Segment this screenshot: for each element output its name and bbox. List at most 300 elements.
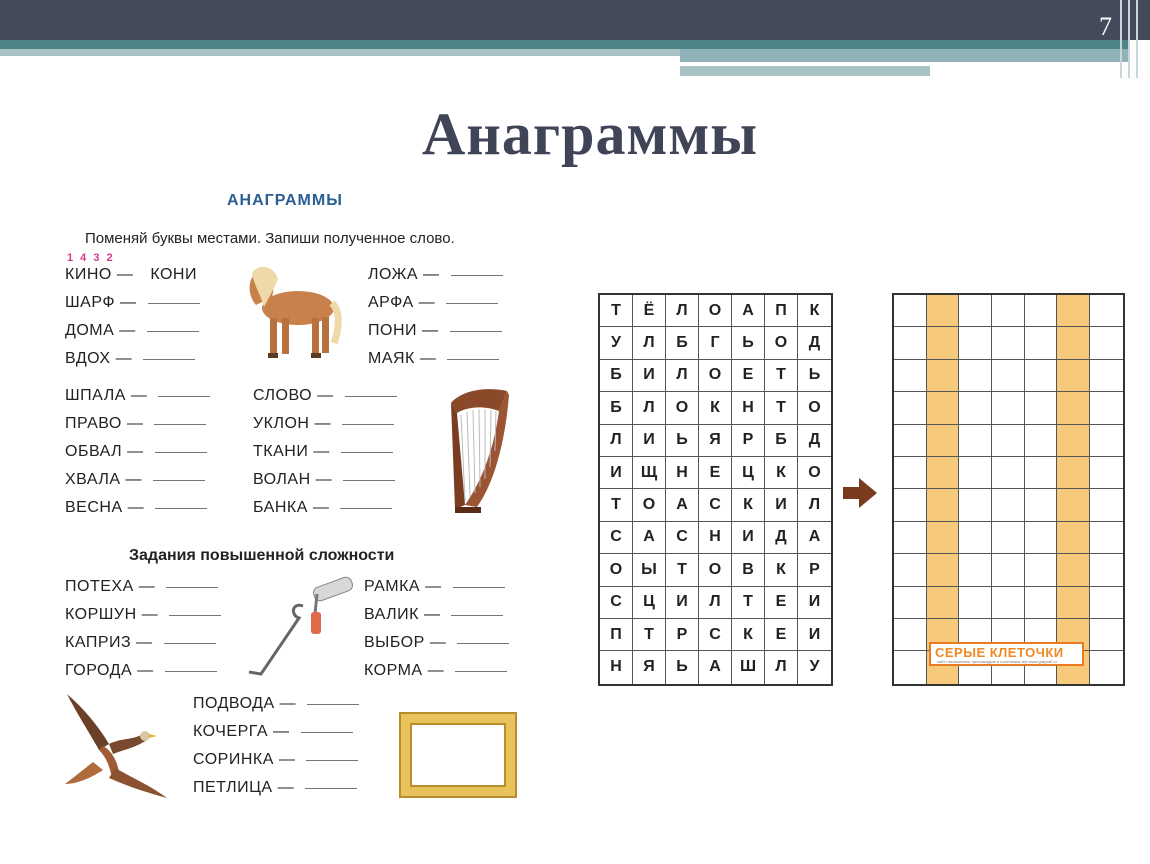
letter-cell[interactable]: К: [732, 489, 765, 521]
letter-cell[interactable]: Т: [600, 489, 633, 521]
answer-cell[interactable]: [992, 295, 1025, 327]
answer-cell-highlighted[interactable]: [927, 360, 960, 392]
anagram-item: [368, 266, 503, 284]
anagram-word: РАМКА: [364, 578, 421, 595]
answer-cell[interactable]: [959, 295, 992, 327]
letter-cell[interactable]: А: [633, 522, 666, 554]
answer-cell[interactable]: [992, 554, 1025, 586]
slide-header-stripe-right-lower: [680, 66, 930, 76]
answer-blank[interactable]: [148, 302, 200, 304]
letter-cell[interactable]: Н: [732, 392, 765, 424]
letter-cell[interactable]: С: [666, 522, 699, 554]
answer-cell[interactable]: [959, 327, 992, 359]
answer-cell[interactable]: [1090, 425, 1123, 457]
answer-cell[interactable]: [1090, 554, 1123, 586]
letter-cell[interactable]: Щ: [633, 457, 666, 489]
dash: —: [313, 443, 330, 460]
answer-cell-highlighted[interactable]: [927, 554, 960, 586]
anagram-item: [253, 443, 393, 461]
picture-frame-illustration: [397, 710, 519, 800]
letter-cell[interactable]: Е: [699, 457, 732, 489]
letter-cell[interactable]: Е: [732, 360, 765, 392]
letter-cell[interactable]: Т: [600, 295, 633, 327]
slide-header-gap: [930, 62, 1130, 66]
answer-cell[interactable]: [894, 554, 927, 586]
letter-cell[interactable]: Т: [765, 360, 798, 392]
answer-cell[interactable]: [959, 360, 992, 392]
answer-blank[interactable]: [451, 614, 503, 616]
letter-cell[interactable]: Ш: [732, 651, 765, 683]
letter-cell[interactable]: Н: [699, 522, 732, 554]
answer-blank[interactable]: [158, 395, 210, 397]
letter-cell[interactable]: Л: [633, 327, 666, 359]
letter-cell[interactable]: С: [699, 619, 732, 651]
anagram-word: ПЕТЛИЦА: [193, 779, 273, 796]
answer-cell[interactable]: [992, 587, 1025, 619]
answer-cell-highlighted[interactable]: [927, 327, 960, 359]
letter-cell[interactable]: У: [809, 658, 820, 676]
answer-blank[interactable]: [165, 670, 217, 672]
answer-cell[interactable]: [959, 457, 992, 489]
letter-cell[interactable]: Л: [666, 360, 699, 392]
anagram-item: [65, 266, 197, 284]
letter-cell[interactable]: Л: [798, 489, 831, 521]
anagram-item: [65, 294, 200, 312]
dash: —: [273, 723, 290, 740]
letter-cell[interactable]: О: [699, 554, 732, 586]
dash: —: [279, 695, 297, 712]
answer-blank[interactable]: [301, 731, 353, 733]
anagram-word: ВЕСНА: [65, 499, 123, 516]
answer-cell-highlighted[interactable]: [1057, 522, 1090, 554]
answer-cell-highlighted[interactable]: [927, 457, 960, 489]
dash: —: [315, 471, 333, 488]
letter-cell[interactable]: Ь: [732, 327, 765, 359]
letter-cell[interactable]: Р: [666, 619, 699, 651]
dash: —: [425, 578, 442, 595]
anagram-word: БАНКА: [253, 499, 308, 516]
answer-blank[interactable]: [457, 642, 509, 644]
letter-cell[interactable]: Ь: [666, 651, 699, 683]
letter-cell[interactable]: Л: [765, 651, 798, 683]
answer-cell[interactable]: [1090, 457, 1123, 489]
anagram-item: [253, 415, 394, 433]
answer-blank[interactable]: [306, 759, 358, 761]
anagram-item: [364, 606, 503, 624]
answer-blank[interactable]: [447, 358, 499, 360]
anagram-word: ОБВАЛ: [65, 443, 123, 460]
dash: —: [317, 387, 334, 404]
worksheet-instruction: Поменяй буквы местами. Запиши полученное слово.: [85, 230, 455, 247]
anagram-item: [65, 499, 207, 517]
answer-cell[interactable]: [992, 489, 1025, 521]
dash: —: [130, 387, 148, 404]
answer-cell-highlighted[interactable]: [1057, 327, 1090, 359]
answer-cell-highlighted[interactable]: [927, 425, 960, 457]
dash: —: [423, 606, 441, 623]
answer-cell[interactable]: [894, 489, 927, 521]
answer-cell[interactable]: [992, 522, 1025, 554]
answer-cell[interactable]: [894, 457, 927, 489]
answer-cell[interactable]: [959, 489, 992, 521]
letter-cell[interactable]: А: [732, 295, 765, 327]
answer-cell-highlighted[interactable]: [927, 522, 960, 554]
letter-cell[interactable]: А: [798, 522, 831, 554]
anagram-item: [193, 723, 353, 741]
anagram-item: [65, 322, 199, 340]
answer-cell[interactable]: [1025, 360, 1058, 392]
anagram-answer: КОНИ: [150, 266, 197, 283]
answer-cell[interactable]: [1025, 327, 1058, 359]
kite-bird-illustration: [63, 688, 169, 800]
letter-cell[interactable]: Е: [765, 587, 798, 619]
dash: —: [141, 606, 159, 623]
letter-cell[interactable]: И: [798, 587, 831, 619]
dash: —: [137, 662, 154, 679]
slide-header-vline: [1128, 0, 1130, 78]
letter-cell[interactable]: Б: [600, 392, 633, 424]
letter-cell[interactable]: С: [600, 587, 633, 619]
anagram-item: [364, 634, 509, 652]
dash: —: [419, 350, 437, 367]
anagram-word: ВДОХ: [65, 350, 111, 367]
anagram-word: ПОДВОДА: [193, 695, 275, 712]
dash: —: [127, 499, 145, 516]
letter-cell[interactable]: И: [633, 425, 666, 457]
answer-cell[interactable]: [1025, 392, 1058, 424]
answer-blank[interactable]: [305, 787, 357, 789]
letter-cell[interactable]: Д: [798, 425, 831, 457]
anagram-item: [65, 662, 217, 680]
answer-cell[interactable]: [1090, 651, 1123, 683]
paint-roller-illustration: [241, 576, 359, 680]
letter-cell[interactable]: О: [798, 392, 831, 424]
dash: —: [277, 779, 295, 796]
answer-cell[interactable]: [992, 425, 1025, 457]
answer-blank[interactable]: [341, 451, 393, 453]
anagram-word: КАПРИЗ: [65, 634, 132, 651]
letter-cell[interactable]: Л: [699, 587, 732, 619]
anagram-item: [368, 350, 499, 368]
letter-cell[interactable]: О: [633, 489, 666, 521]
dash: —: [127, 443, 144, 460]
dash: —: [423, 266, 440, 283]
dash: —: [422, 322, 439, 339]
dash: —: [278, 751, 296, 768]
answer-blank[interactable]: [164, 642, 216, 644]
answer-blank[interactable]: [453, 586, 505, 588]
letter-cell[interactable]: Р: [798, 554, 831, 586]
answer-blank[interactable]: [307, 703, 359, 705]
anagram-item: [193, 779, 357, 797]
letter-cell[interactable]: Р: [732, 425, 765, 457]
letter-cell[interactable]: Т: [732, 587, 765, 619]
letter-cell[interactable]: Л: [633, 392, 666, 424]
answer-cell[interactable]: [959, 392, 992, 424]
anagram-item: [193, 751, 358, 769]
answer-cell[interactable]: [1090, 392, 1123, 424]
dash: —: [314, 415, 331, 432]
dash: —: [312, 499, 330, 516]
answer-cell[interactable]: [894, 651, 927, 683]
anagram-worksheet: [55, 180, 545, 820]
anagram-item: [364, 662, 507, 680]
answer-cell[interactable]: [894, 522, 927, 554]
answer-blank[interactable]: [343, 479, 395, 481]
anagram-word: КОРМА: [364, 662, 423, 679]
answer-blank[interactable]: [451, 274, 503, 276]
letter-cell[interactable]: О: [798, 457, 831, 489]
slide-number: 7: [1099, 12, 1112, 41]
anagram-item: [368, 322, 502, 340]
answer-blank[interactable]: [340, 507, 392, 509]
answer-cell[interactable]: [959, 554, 992, 586]
letter-cell[interactable]: Ы: [633, 554, 666, 586]
anagram-word: УКЛОН: [253, 415, 310, 432]
anagram-word: ШПАЛА: [65, 387, 126, 404]
harp-illustration: [443, 385, 515, 517]
letter-cell[interactable]: О: [600, 554, 633, 586]
answer-cell[interactable]: [992, 327, 1025, 359]
slide-header-vline: [1136, 0, 1138, 78]
letter-cell[interactable]: К: [765, 457, 798, 489]
anagram-item: [65, 415, 206, 433]
anagram-item: [65, 634, 216, 652]
letter-cell[interactable]: И: [732, 522, 765, 554]
answer-cell[interactable]: [1090, 489, 1123, 521]
anagram-item: [65, 350, 195, 368]
answer-cell[interactable]: [992, 360, 1025, 392]
answer-cell-highlighted[interactable]: [927, 392, 960, 424]
letter-cell[interactable]: К: [765, 554, 798, 586]
answer-blank[interactable]: [169, 614, 221, 616]
letter-cell[interactable]: Ь: [666, 425, 699, 457]
slide-header-stripe: [0, 40, 1130, 49]
letter-cell[interactable]: П: [765, 295, 798, 327]
answer-blank[interactable]: [155, 451, 207, 453]
letter-cell[interactable]: Г: [699, 327, 732, 359]
answer-cell[interactable]: [894, 295, 927, 327]
answer-cell[interactable]: [1025, 554, 1058, 586]
answer-grid: [892, 293, 1125, 686]
slide-header-vline: [1120, 0, 1122, 78]
answer-cell[interactable]: [1090, 619, 1123, 651]
answer-cell[interactable]: [894, 327, 927, 359]
anagram-word: ЛОЖА: [368, 266, 419, 283]
answer-cell-highlighted[interactable]: [1057, 295, 1090, 327]
answer-cell-highlighted[interactable]: [1057, 425, 1090, 457]
answer-cell-highlighted[interactable]: [1057, 554, 1090, 586]
answer-cell[interactable]: [1090, 522, 1123, 554]
letter-cell[interactable]: Ё: [633, 295, 666, 327]
answer-cell-highlighted[interactable]: [927, 587, 960, 619]
letter-cell[interactable]: И: [765, 489, 798, 521]
anagram-word: ГОРОДА: [65, 662, 133, 679]
anagram-word: КОРШУН: [65, 606, 137, 623]
anagram-word: СЛОВО: [253, 387, 313, 404]
letter-cell[interactable]: И: [633, 360, 666, 392]
letter-cell[interactable]: К: [798, 295, 831, 327]
answer-blank[interactable]: [455, 670, 507, 672]
dash: —: [136, 634, 153, 651]
dash: —: [119, 322, 136, 339]
letter-cell[interactable]: Н: [600, 651, 633, 683]
arrow-right-icon: [843, 478, 877, 508]
answer-cell[interactable]: [894, 587, 927, 619]
answer-cell[interactable]: [1025, 587, 1058, 619]
dash: —: [126, 415, 144, 432]
answer-cell[interactable]: [1025, 457, 1058, 489]
letter-cell[interactable]: С: [600, 522, 633, 554]
anagram-item: [65, 606, 221, 624]
letter-cell[interactable]: А: [666, 489, 699, 521]
letter-cell[interactable]: Ц: [633, 587, 666, 619]
answer-cell[interactable]: [1025, 425, 1058, 457]
pony-illustration: [238, 263, 343, 361]
answer-cell-highlighted[interactable]: [927, 295, 960, 327]
dash: —: [418, 294, 436, 311]
letter-cell[interactable]: В: [732, 554, 765, 586]
anagram-word: ВЫБОР: [364, 634, 425, 651]
answer-cell[interactable]: [959, 425, 992, 457]
answer-cell-highlighted[interactable]: [1057, 587, 1090, 619]
anagram-word: МАЯК: [368, 350, 415, 367]
letter-cell[interactable]: Б: [600, 360, 633, 392]
letter-cell[interactable]: Д: [765, 522, 798, 554]
slide-header-stripe-light: [0, 49, 680, 56]
anagram-item: [364, 578, 505, 596]
letter-cell[interactable]: У: [600, 327, 633, 359]
anagram-word: ВАЛИК: [364, 606, 419, 623]
answer-cell-highlighted[interactable]: [1057, 489, 1090, 521]
answer-cell[interactable]: [1025, 522, 1058, 554]
answer-blank[interactable]: [155, 507, 207, 509]
letter-cell[interactable]: О: [699, 360, 732, 392]
answer-cell[interactable]: [894, 392, 927, 424]
letter-cell[interactable]: О: [765, 327, 798, 359]
letter-cell[interactable]: Ь: [798, 360, 831, 392]
anagram-item: [368, 294, 498, 312]
answer-blank[interactable]: [153, 479, 205, 481]
answer-cell[interactable]: [992, 392, 1025, 424]
anagram-word: ПОТЕХА: [65, 578, 134, 595]
answer-blank[interactable]: [166, 586, 218, 588]
answer-cell-highlighted[interactable]: [1057, 392, 1090, 424]
answer-cell[interactable]: [1025, 489, 1058, 521]
answer-cell[interactable]: [894, 360, 927, 392]
slide-header-band: [0, 0, 1150, 40]
site-logo: [929, 642, 1084, 666]
answer-cell[interactable]: [894, 619, 927, 651]
anagram-word: ШАРФ: [65, 294, 115, 311]
letter-cell[interactable]: О: [666, 392, 699, 424]
anagram-item: [193, 695, 359, 713]
answer-blank[interactable]: [345, 395, 397, 397]
anagram-word: КИНО: [65, 266, 112, 283]
answer-blank[interactable]: [446, 302, 498, 304]
answer-cell[interactable]: [959, 522, 992, 554]
answer-cell-highlighted[interactable]: [1057, 360, 1090, 392]
slide-title: Анаграммы: [421, 101, 759, 167]
letter-cell[interactable]: Е: [765, 619, 798, 651]
answer-cell[interactable]: [1090, 295, 1123, 327]
answer-blank[interactable]: [154, 423, 206, 425]
anagram-item: [253, 387, 397, 405]
anagram-item: [253, 499, 392, 517]
letter-cell[interactable]: Я: [633, 651, 666, 683]
anagram-word: ТКАНИ: [253, 443, 309, 460]
letter-cell[interactable]: Л: [666, 295, 699, 327]
dash: —: [120, 294, 137, 311]
letter-cell[interactable]: Д: [798, 327, 831, 359]
dash: —: [125, 471, 143, 488]
answer-cell[interactable]: [1090, 327, 1123, 359]
worksheet-heading: АНАГРАММЫ: [227, 192, 343, 209]
answer-blank[interactable]: [342, 423, 394, 425]
letter-cell[interactable]: О: [699, 295, 732, 327]
letter-cell[interactable]: К: [732, 619, 765, 651]
answer-cell[interactable]: [1025, 295, 1058, 327]
anagram-item: [65, 387, 210, 405]
anagram-word: ПРАВО: [65, 415, 122, 432]
dash: —: [115, 350, 133, 367]
anagram-word: АРФА: [368, 294, 414, 311]
letter-cell[interactable]: Т: [633, 619, 666, 651]
letter-cell[interactable]: Т: [666, 554, 699, 586]
site-logo-text: СЕРЫЕ КЛЕТОЧКИ: [935, 645, 1064, 660]
letter-cell[interactable]: И: [600, 457, 633, 489]
letter-cell[interactable]: А: [699, 651, 732, 683]
answer-cell[interactable]: [894, 425, 927, 457]
answer-cell[interactable]: [1090, 360, 1123, 392]
letter-cell[interactable]: Ц: [732, 457, 765, 489]
anagram-word: ПОНИ: [368, 322, 417, 339]
answer-cell-highlighted[interactable]: [1057, 457, 1090, 489]
dash: —: [427, 662, 445, 679]
anagram-word: ХВАЛА: [65, 471, 121, 488]
letter-cell[interactable]: П: [600, 619, 633, 651]
answer-cell-highlighted[interactable]: [927, 489, 960, 521]
letter-cell[interactable]: Б: [666, 327, 699, 359]
example-letter-order: 1 4 3 2: [67, 252, 115, 264]
answer-blank[interactable]: [450, 330, 502, 332]
letter-cell[interactable]: И: [666, 587, 699, 619]
slide-header-stripe-right: [680, 49, 1130, 62]
answer-blank[interactable]: [147, 330, 199, 332]
letter-cell[interactable]: К: [699, 392, 732, 424]
advanced-tasks-heading: Задания повышенной сложности: [129, 547, 395, 564]
answer-cell[interactable]: [992, 457, 1025, 489]
answer-cell[interactable]: [959, 587, 992, 619]
letter-cell[interactable]: Я: [699, 425, 732, 457]
dash: —: [138, 578, 156, 595]
letter-cell[interactable]: Л: [600, 425, 633, 457]
letter-cell[interactable]: Н: [666, 457, 699, 489]
anagram-word: СОРИНКА: [193, 751, 274, 768]
anagram-word: КОЧЕРГА: [193, 723, 269, 740]
answer-blank[interactable]: [143, 358, 195, 360]
letter-cell[interactable]: С: [699, 489, 732, 521]
anagram-item: [65, 578, 218, 596]
anagram-word: ДОМА: [65, 322, 115, 339]
answer-cell[interactable]: [1090, 587, 1123, 619]
letter-cell[interactable]: Б: [765, 425, 798, 457]
anagram-item: [65, 443, 207, 461]
letter-cell[interactable]: Т: [765, 392, 798, 424]
dash: —: [116, 266, 134, 283]
anagram-item: [253, 471, 395, 489]
letter-cell[interactable]: И: [798, 619, 831, 651]
